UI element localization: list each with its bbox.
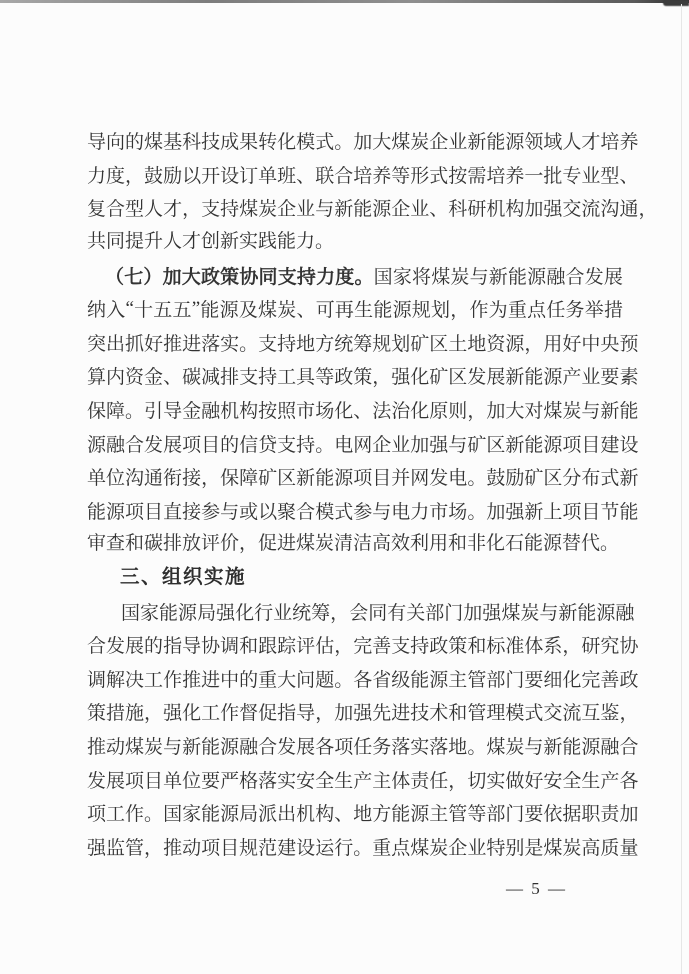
text-line: 审查和碳排放评价，促进煤炭清洁高效利用和非化石能源替代。 [87, 533, 620, 555]
paragraph-implementation [87, 594, 639, 863]
scan-artifact-top-edge [0, 0, 689, 3]
text-line: 导 向 的 煤 基 科 技 成 果 转 化 模 式 。 加 大 煤 炭 企 业 新 能 源 领 域 人 才 培 养 [87, 132, 639, 154]
text-line: 推 动 煤 炭 与 新 能 源 融 合 发 展 各 项 任 务 落 实 落 地 。 煤 炭 与 新 能 源 融 合 [87, 736, 639, 758]
text-line: 能 源 项 目 直 接 参 与 或 以 聚 合 模 式 参 与 电 力 市 场 。 加 强 新 上 项 目 节 能 [87, 501, 639, 523]
section-heading-organization: 三、组织实施 [120, 565, 247, 588]
text-line: 源 融 合 发 展 项 目 的 信 贷 支 持 。 电 网 企 业 加 强 与 矿 区 新 能 源 项 目 建 设 [87, 434, 639, 456]
text-line: 保 障 。 引 导 金 融 机 构 按 照 市 场 化 、 法 治 化 原 则 ， 加 大 对 煤 炭 与 新 能 [87, 401, 639, 423]
text-line: 共同提升人才创新实践能力。 [87, 230, 335, 252]
text-line: 纳 入 “ 十 五 五 ” 能 源 及 煤 炭 、 可 再 生 能 源 规 划 ， 作 为 重 点 任 务 举 措 [87, 297, 623, 322]
text-line: 力 度 ， 鼓 励 以 开 设 订 单 班 、 联 合 培 养 等 形 式 按 需 培 养 一 批 专 业 型 、 [87, 165, 639, 187]
text-line: 国 家 能 源 局 强 化 行 业 统 筹 ， 会 同 有 关 部 门 加 强 煤 炭 与 新 能 源 融 [121, 602, 635, 624]
text-line: 突 出 抓 好 推 进 落 实 。 支 持 地 方 统 筹 规 划 矿 区 土 地 资 源 ， 用 好 中 央 预 [87, 333, 639, 355]
paragraph-talent-training [87, 124, 658, 258]
text-line: 合 发 展 的 指 导 协 调 和 跟 踪 评 估 ， 完 善 支 持 政 策 和 标 准 体 系 ， 研 究 协 [87, 636, 639, 658]
text-line: 发 展 项 目 单 位 要 严 格 落 实 安 全 生 产 主 体 责 任 ， 切 实 做 好 安 全 生 产 各 [87, 770, 639, 792]
text-line: （ 七 ） 加 大 政 策 协 同 支 持 力 度 。 国 家 将 煤 炭 与 新 能 源 融 合 发 展 [105, 266, 623, 288]
scan-artifact-corner-mark [663, 0, 689, 6]
text-line: 调 解 决 工 作 推 进 中 的 重 大 问 题 。 各 省 级 能 源 主 管 部 门 要 细 化 完 善 政 [87, 669, 639, 691]
paragraph-policy-support [87, 258, 639, 560]
text-line: 复 合 型 人 才 ， 支 持 煤 炭 企 业 与 新 能 源 企 业 、 科 研 机 构 加 强 交 流 沟 通 ， [87, 199, 658, 221]
text-line: 项 工 作 。 国 家 能 源 局 派 出 机 构 、 地 方 能 源 主 管 等 部 门 要 依 据 职 责 加 [87, 804, 639, 826]
document-body [87, 124, 658, 863]
scan-artifact-right-edge [681, 4, 682, 974]
page-number: — 5 — [506, 879, 567, 898]
text-line: 强 监 管 ， 推 动 项 目 规 范 建 设 运 行 。 重 点 煤 炭 企 业 特 别 是 煤 炭 高 质 量 [87, 837, 639, 859]
text-line: 单 位 沟 通 衔 接 ， 保 障 矿 区 新 能 源 项 目 并 网 发 电 。 鼓 励 矿 区 分 布 式 新 [87, 468, 639, 490]
text-line: 策 措 施 ， 强 化 工 作 督 促 指 导 ， 加 强 先 进 技 术 和 管 理 模 式 交 流 互 鉴 ， [87, 703, 639, 725]
text-line: 算 内 资 金 、 碳 减 排 支 持 工 具 等 政 策 ， 强 化 矿 区 发 展 新 能 源 产 业 要 素 [87, 367, 639, 389]
